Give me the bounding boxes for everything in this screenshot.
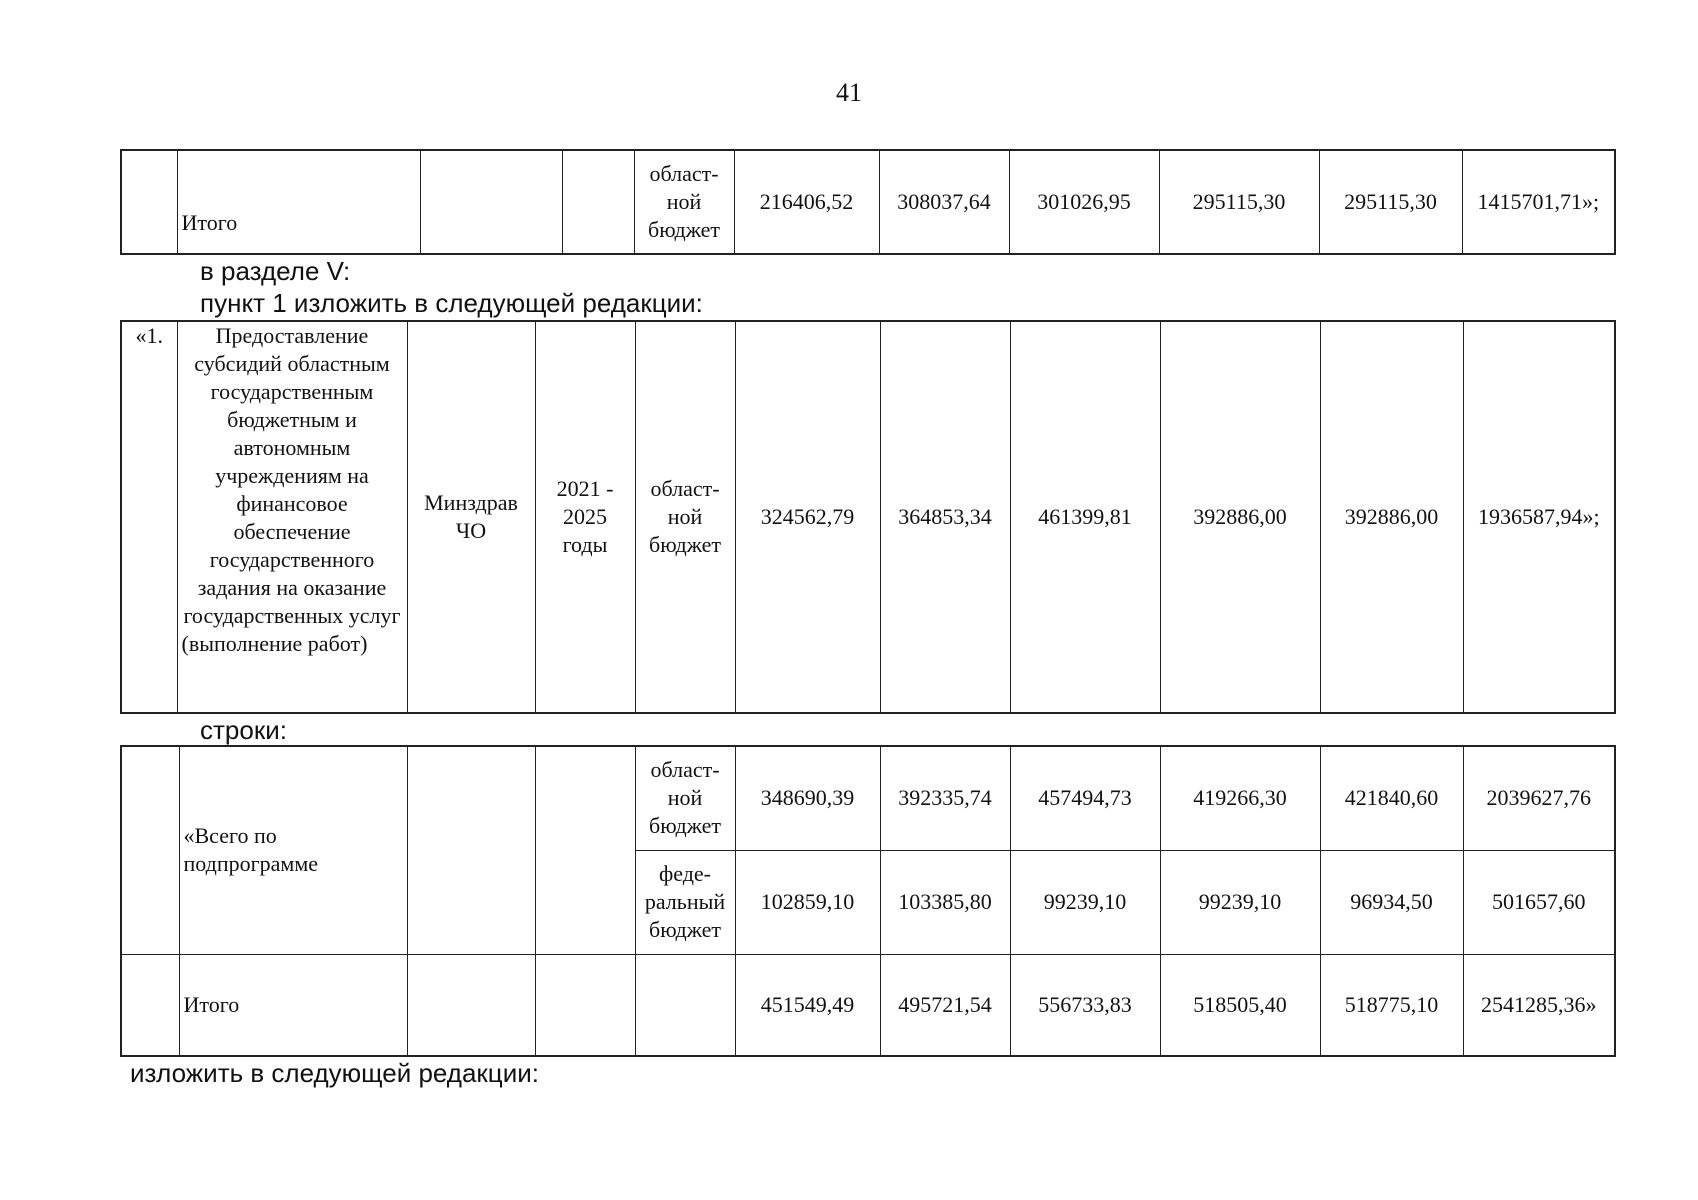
cell-value: 295115,30 xyxy=(1159,150,1319,254)
cell-num: «1. xyxy=(121,321,177,713)
cell-source: феде- ральный бюджет xyxy=(635,850,735,954)
table-row xyxy=(121,150,1615,254)
row-label: Итого xyxy=(177,150,420,254)
cell-source: област- ной бюджет xyxy=(635,746,735,850)
cell-value: 1936587,94»; xyxy=(1463,321,1615,713)
cell-value: 556733,83 xyxy=(1010,954,1160,1056)
cell-value: 301026,95 xyxy=(1009,150,1159,254)
cell-num xyxy=(121,746,179,954)
itogo-label: Итого xyxy=(179,954,407,1056)
cell-value: 96934,50 xyxy=(1320,850,1463,954)
cell-value: 518505,40 xyxy=(1160,954,1320,1056)
table-row xyxy=(121,746,1615,850)
cell-value: 518775,10 xyxy=(1320,954,1463,1056)
table-row xyxy=(121,954,1615,1056)
cell-value: 324562,79 xyxy=(735,321,880,713)
table-row xyxy=(121,321,1615,713)
cell-period xyxy=(535,746,635,954)
cell-value: 99239,10 xyxy=(1010,850,1160,954)
cell-source: област- ной бюджет xyxy=(634,150,734,254)
cell-value: 1415701,71»; xyxy=(1462,150,1615,254)
cell-executor xyxy=(407,954,535,1056)
cell-num xyxy=(121,954,179,1056)
cell-period xyxy=(562,150,634,254)
cell-value: 103385,80 xyxy=(880,850,1010,954)
rows-heading: строки: xyxy=(200,715,287,745)
page-number: 41 xyxy=(836,78,862,107)
cell-period xyxy=(535,954,635,1056)
total-label: «Всего по подпрограмме xyxy=(179,746,407,954)
cell-value: 364853,34 xyxy=(880,321,1010,713)
cell-executor: Минздрав ЧО xyxy=(407,321,535,713)
cell-value: 501657,60 xyxy=(1463,850,1615,954)
cell-value: 421840,60 xyxy=(1320,746,1463,850)
cell-num xyxy=(121,150,177,254)
point-instruction: пункт 1 изложить в следующей редакции: xyxy=(200,288,703,318)
cell-value: 457494,73 xyxy=(1010,746,1160,850)
cell-source xyxy=(635,954,735,1056)
table-itogo xyxy=(120,149,1616,255)
cell-value: 419266,30 xyxy=(1160,746,1320,850)
cell-value: 392886,00 xyxy=(1160,321,1320,713)
cell-value: 392335,74 xyxy=(880,746,1010,850)
cell-value: 495721,54 xyxy=(880,954,1010,1056)
cell-period: 2021 - 2025 годы xyxy=(535,321,635,713)
cell-value: 102859,10 xyxy=(735,850,880,954)
table-subprogram-total xyxy=(120,745,1616,1057)
cell-value: 392886,00 xyxy=(1320,321,1463,713)
cell-value: 451549,49 xyxy=(735,954,880,1056)
cell-executor xyxy=(420,150,562,254)
cell-value: 348690,39 xyxy=(735,746,880,850)
closing-instruction: изложить в следующей редакции: xyxy=(130,1058,539,1088)
cell-value: 308037,64 xyxy=(879,150,1009,254)
cell-value: 295115,30 xyxy=(1319,150,1462,254)
cell-executor xyxy=(407,746,535,954)
section-heading: в разделе V: xyxy=(200,256,351,286)
cell-value: 2541285,36» xyxy=(1463,954,1615,1056)
cell-value: 2039627,76 xyxy=(1463,746,1615,850)
cell-name: Предоставление субсидий областным государственным бюджетным и автономным учреждениям на финансовое обеспечение государственного задания на оказание государственных услуг (выполнение работ) xyxy=(177,321,407,713)
cell-value: 216406,52 xyxy=(734,150,879,254)
cell-value: 461399,81 xyxy=(1010,321,1160,713)
table-point-1 xyxy=(120,320,1616,714)
cell-value: 99239,10 xyxy=(1160,850,1320,954)
cell-source: област- ной бюджет xyxy=(635,321,735,713)
